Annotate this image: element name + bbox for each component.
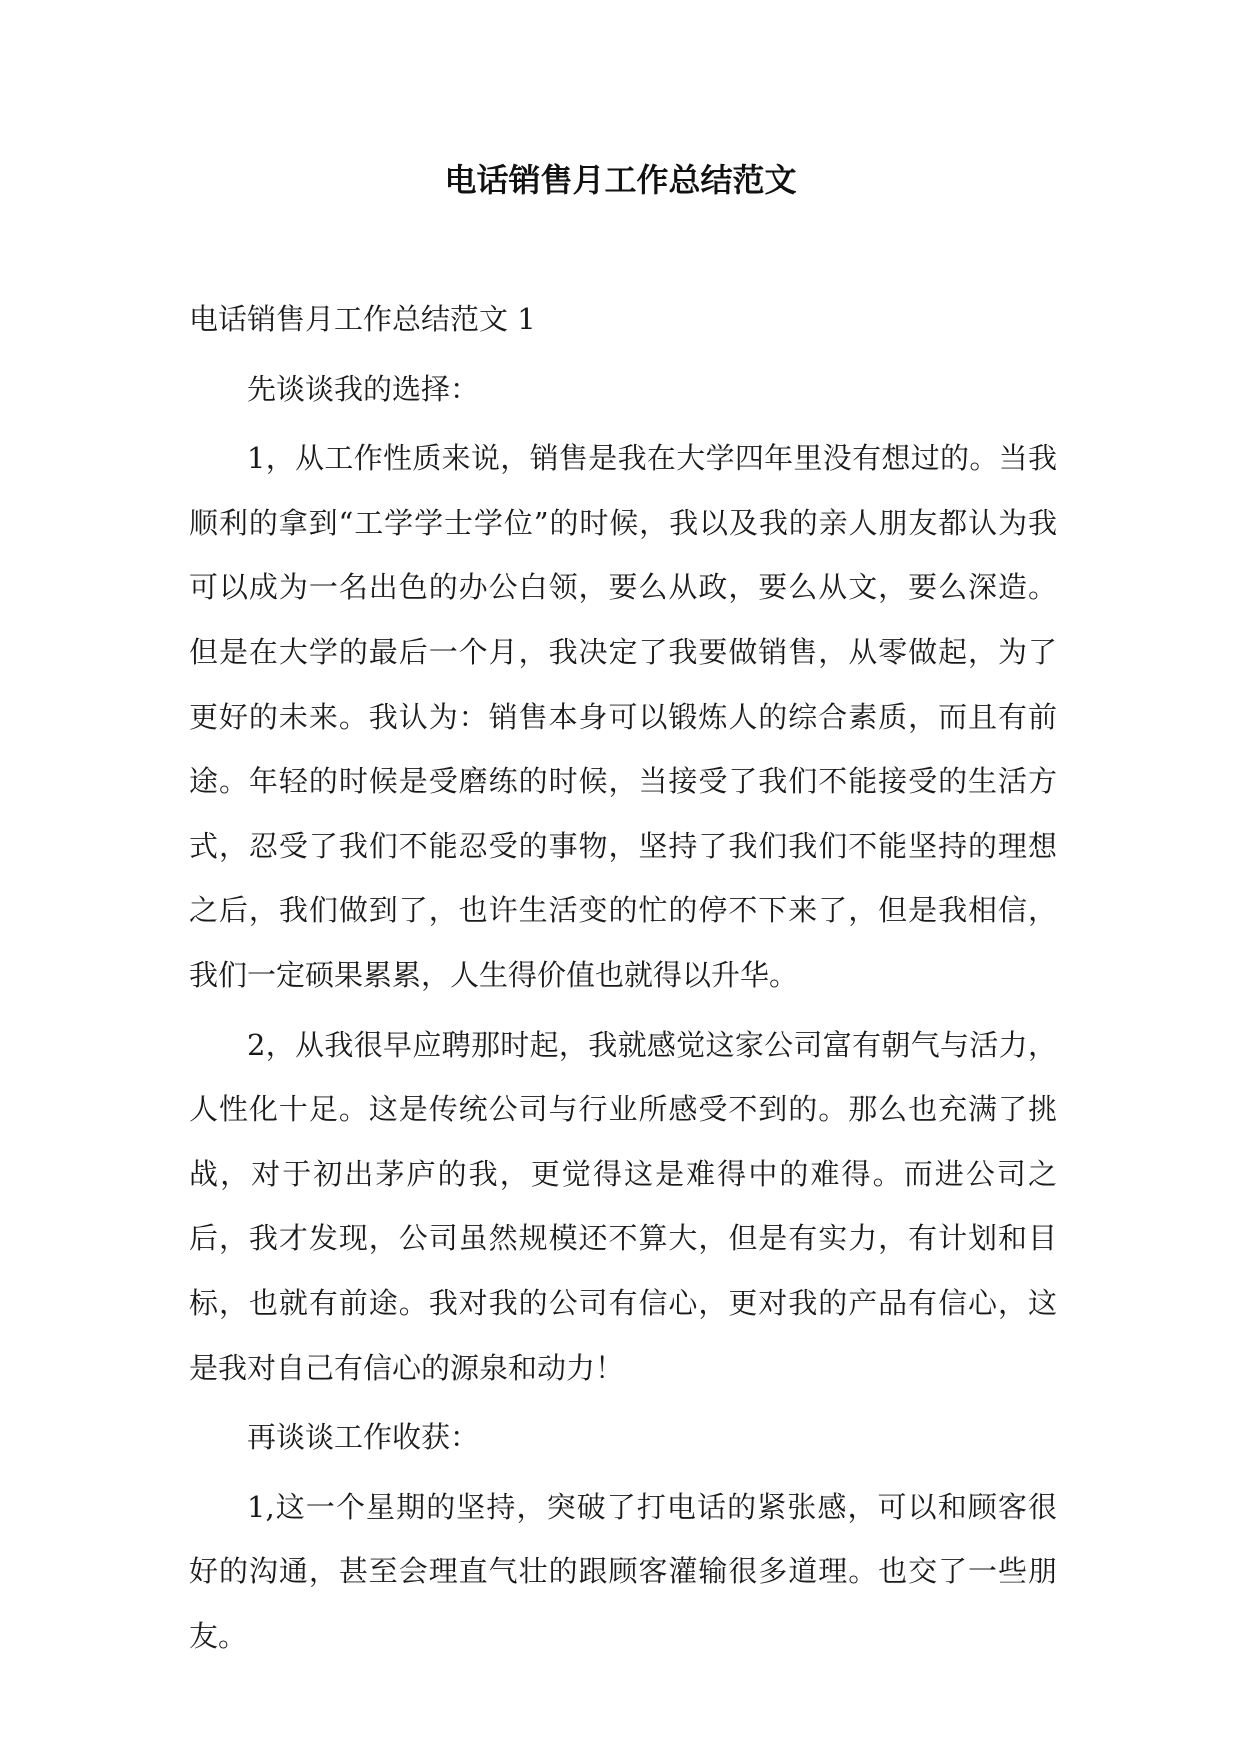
paragraph: 1,这一个星期的坚持，突破了打电话的紧张感，可以和顾客很好的沟通，甚至会理直气壮的跟顾客灌输很多道理。也交了一些朋友。 <box>189 1489 1057 1653</box>
document-body <box>189 287 1057 1673</box>
paragraph: 1，从工作性质来说，销售是我在大学四年里没有想过的。当我顺利的拿到“工学学士学位”的时候，我以及我的亲人朋友都认为我可以成为一名出色的办公白领，要么从政，要么从文，要么深造。但是在大学的最后一个月，我决定了我要做销售，从零做起，为了更好的未来。我认为：销售本身可以锻炼人的综合素质，而且有前途。年轻的时候是受磨练的时候，当接受了我们不能接受的生活方式，忍受了我们不能忍受的事物，坚持了我们我们不能坚持的理想之后，我们做到了，也许生活变的忙的停不下来了，但是我相信，我们一定硕果累累，人生得价值也就得以升华。 <box>189 441 1057 992</box>
paragraph: 2，从我很早应聘那时起，我就感觉这家公司富有朝气与活力，人性化十足。这是传统公司与行业所感受不到的。那么也充满了挑战，对于初出茅庐的我，更觉得这是难得中的难得。而进公司之后，我才发现，公司虽然规模还不算大，但是有实力，有计划和目标，也就有前途。我对我的公司有信心，更对我的产品有信心，这是我对自己有信心的源泉和动力！ <box>189 1027 1057 1385</box>
section-title: 电话销售月工作总结范文 1 <box>189 302 536 336</box>
paragraph: 先谈谈我的选择： <box>247 371 480 406</box>
paragraph: 再谈谈工作收获： <box>247 1420 480 1455</box>
document-title: 电话销售月工作总结范文 <box>444 161 797 199</box>
